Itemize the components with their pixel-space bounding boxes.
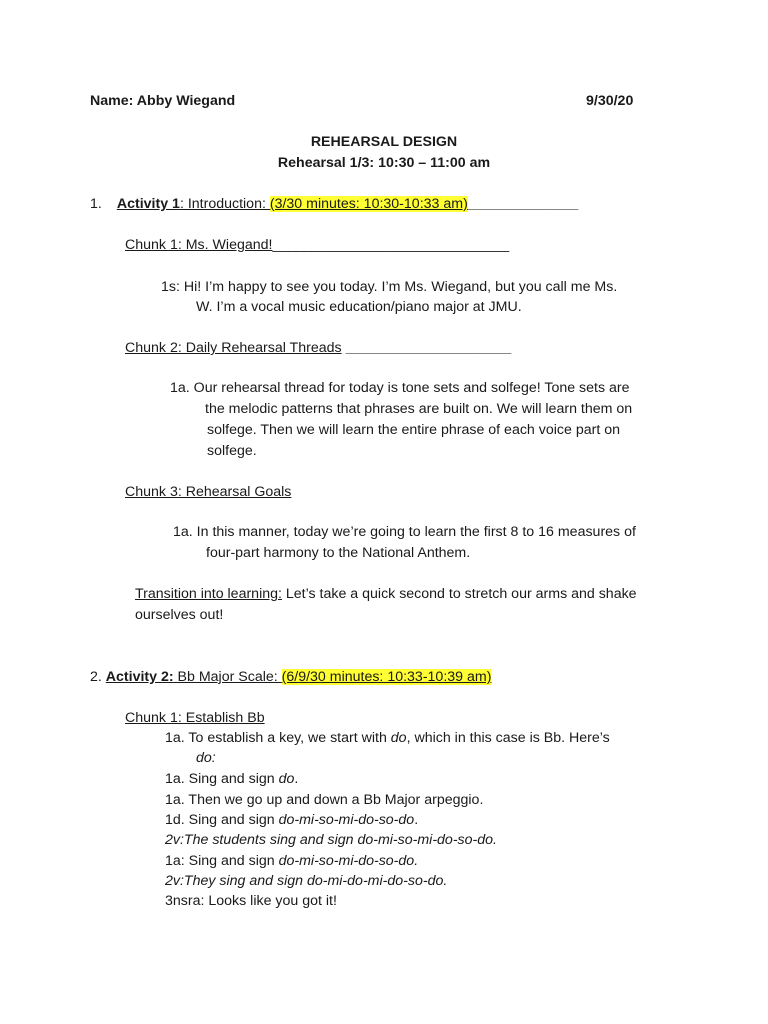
- a2-line-5: [165, 812, 418, 829]
- a2-line-7: [165, 853, 418, 870]
- transition-text: Let’s take a quick second to stretch our arms and shake: [281, 586, 637, 602]
- activity-2-number: 2.: [90, 669, 102, 685]
- chunk-2-title: Chunk 2: Daily Rehearsal Threads: [125, 340, 342, 356]
- chunk-2-blank: _____________________: [345, 340, 512, 356]
- activity-1-time: (3/30 minutes: 10:30-10:33 am): [269, 196, 468, 212]
- a2-line-3-b: do: [278, 771, 295, 787]
- a2-line-6: 2v:The students sing and sign do-mi-so-mi-do-so-do.: [165, 832, 497, 848]
- a2-line-3: [165, 771, 298, 788]
- document-date: 9/30/20: [586, 93, 634, 109]
- transition-line-1: [135, 586, 637, 603]
- a2-line-1-c: , which in this case is Bb. Here’s: [406, 730, 610, 746]
- chunk-1-title: Chunk 1: Ms. Wiegand!: [125, 237, 273, 253]
- a2-line-1-a: 1a. To establish a key, we start with: [165, 730, 391, 746]
- a2-line-2: do:: [196, 750, 216, 766]
- a2-line-8: 2v:They sing and sign do-mi-do-mi-do-so-do.: [165, 873, 448, 889]
- a2-line-5-b: do-mi-so-mi-do-so-do: [278, 812, 415, 828]
- transition-line-2: ourselves out!: [135, 607, 224, 623]
- chunk-1-line-2: W. I’m a vocal music education/piano major at JMU.: [196, 299, 522, 315]
- chunk-2-line-3: solfege. Then we will learn the entire phrase of each voice part on: [207, 422, 620, 438]
- a2-line-4: 1a. Then we go up and down a Bb Major arpeggio.: [165, 792, 484, 808]
- student-name: Name: Abby Wiegand: [90, 93, 236, 109]
- chunk-2-line-2: the melodic patterns that phrases are built on. We will learn them on: [205, 401, 633, 417]
- transition-label: Transition into learning:: [135, 586, 282, 602]
- a2-line-1: [165, 730, 610, 747]
- a2-line-3-c: .: [294, 771, 299, 787]
- activity-1-number: 1.: [90, 196, 102, 212]
- a2-line-5-c: .: [414, 812, 419, 828]
- chunk-2-line-1: 1a. Our rehearsal thread for today is tone sets and solfege! Tone sets are: [170, 380, 630, 396]
- activity-2-desc: Bb Major Scale:: [173, 669, 282, 685]
- chunk-1-heading: [125, 237, 509, 254]
- chunk-1-blank: ______________________________: [272, 237, 510, 253]
- document-title: REHEARSAL DESIGN: [310, 134, 458, 150]
- a2-chunk-1-heading: Chunk 1: Establish Bb: [125, 710, 265, 726]
- activity-2-heading: [90, 669, 491, 686]
- activity-1-heading: [90, 196, 578, 213]
- chunk-2-line-4: solfege.: [207, 443, 257, 459]
- activity-1-label: Activity 1: [116, 196, 180, 212]
- chunk-3-line-1: 1a. In this manner, today we’re going to learn the first 8 to 16 measures of: [173, 524, 636, 540]
- activity-1-desc: : Introduction:: [179, 196, 270, 212]
- activity-2-time: (6/9/30 minutes: 10:33-10:39 am): [281, 669, 492, 685]
- a2-line-3-a: 1a. Sing and sign: [165, 771, 279, 787]
- document-subtitle: Rehearsal 1/3: 10:30 – 11:00 am: [277, 155, 491, 171]
- a2-line-9: 3nsra: Looks like you got it!: [165, 893, 337, 909]
- activity-1-blank: ______________: [467, 196, 579, 212]
- chunk-3-heading: Chunk 3: Rehearsal Goals: [125, 484, 292, 500]
- chunk-3-line-2: four-part harmony to the National Anthem.: [206, 545, 471, 561]
- chunk-1-line-1: 1s: Hi! I’m happy to see you today. I’m Ms. Wiegand, but you call me Ms.: [161, 279, 618, 295]
- a2-line-1-b: do: [390, 730, 407, 746]
- a2-line-5-a: 1d. Sing and sign: [165, 812, 279, 828]
- activity-2-label: Activity 2:: [105, 669, 174, 685]
- a2-line-7-a: 1a: Sing and sign: [165, 853, 279, 869]
- chunk-2-heading: [125, 340, 511, 357]
- a2-line-7-b: do-mi-so-mi-do-so-do.: [278, 853, 419, 869]
